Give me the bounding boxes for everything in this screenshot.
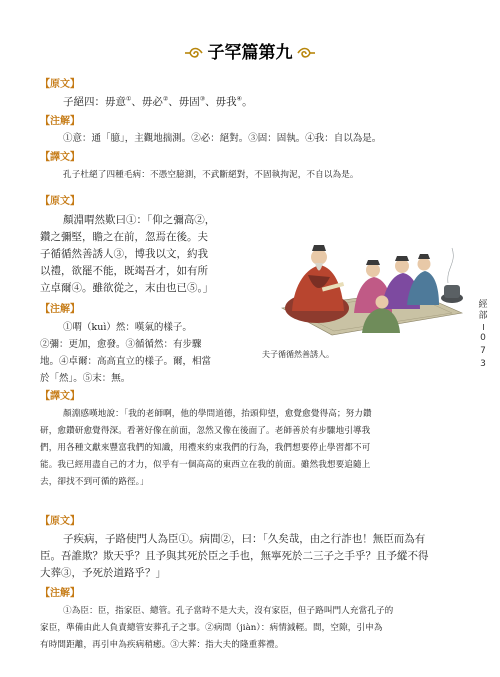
- original-line-3-1: 子疾病，子路使門人為臣①。病間②，曰：「久矣哉，由之行詐也！無臣而為有: [63, 533, 426, 545]
- translation-line-2-2: 研，愈鑽研愈覺得深。看著好像在前面，忽然又像在後面了。老師善於有步驟地引導我: [40, 426, 371, 436]
- notes-line-3-2: 家臣，準備由此人負責總管安葬孔子之事。②病間（jiàn）：病情減輕。間，空隙，引申為: [40, 623, 383, 633]
- page-digit-2: 7: [480, 346, 486, 356]
- original-line-2-1: 顏淵喟然歎曰①：「仰之彌高②，: [63, 214, 216, 226]
- original-line-3-2: 臣。吾誰欺？欺天乎？且予與其死於臣之手也，無寧死於二三子之手乎？且予縱不得: [40, 550, 429, 562]
- chapter-header: [0, 42, 500, 64]
- translation-text-1: 孔子杜絕了四種毛病：不憑空臆測，不武斷絕對，不固執拘泥，不自以為是。: [63, 170, 359, 180]
- label-notes-2: 【注解】: [40, 304, 80, 315]
- original-text-1: 子絕四：毋意①、毋必②、毋固③、毋我④。: [63, 95, 253, 108]
- notes-line-2-1: ①喟（kuì）然：嘆氣的樣子。: [63, 322, 192, 333]
- notes-line-3-1: ①為臣：臣，指家臣、總管。孔子當時不是大夫，沒有家臣，但子路叫門人充當孔子的: [63, 606, 394, 616]
- label-original-1: 【原文】: [40, 79, 80, 90]
- notes-line-2-3: 地。④卓爾：高高直立的樣子。爾，相當: [40, 356, 212, 367]
- notes-line-2-4: 於「然」。⑤末：無。: [40, 373, 131, 384]
- notes-line-3-3: 有時間距離，再引申為疾病稍癒。③大葬：指大夫的隆重葬禮。: [40, 640, 284, 650]
- notes-text-1: ①意：通「臆」，主觀地揣測。②必：絕對。③固：固執。④我：自以為是。: [63, 133, 382, 144]
- illustration-caption: 夫子循循然善誘人。: [262, 350, 334, 359]
- translation-line-2-5: 去，卻找不到可循的路徑。」: [40, 477, 149, 487]
- page-digit-1: 0: [480, 333, 486, 343]
- illustration-confucius-teaching: [262, 213, 468, 346]
- label-notes-1: 【注解】: [40, 116, 80, 127]
- original-line-2-3: 子循循然善誘人③，博我以文，約我: [40, 248, 208, 260]
- translation-line-2-3: 們，用各種文獻來豐富我們的知識，用禮來約束我們的行為，我們想要停止學習都不可: [40, 443, 371, 453]
- translation-line-2-1: 顏淵感嘆地說：「我的老師啊，他的學問道德，抬頭仰望，愈覺愈覺得高；努力鑽: [63, 409, 372, 419]
- page-digit-3: 3: [480, 359, 486, 369]
- original-line-3-3: 大葬③，予死於道路乎？」: [40, 567, 166, 579]
- label-translation-2: 【譯文】: [40, 391, 80, 402]
- notes-line-2-2: ②彌：更加，愈發。③循循然：有步驟: [40, 339, 202, 350]
- label-original-3: 【原文】: [40, 516, 80, 527]
- original-line-2-2: 鑽之彌堅，瞻之在前，忽焉在後。夫: [40, 231, 208, 243]
- label-notes-3: 【注解】: [40, 588, 80, 599]
- section-name-vertical: 經部: [478, 300, 488, 321]
- right-ornament-icon: [296, 45, 316, 61]
- chapter-title: 子罕篇第九: [207, 43, 293, 63]
- original-line-2-4: 以禮，欲罷不能，既竭吾才，如有所: [40, 265, 208, 277]
- original-line-2-5: 立卓爾④。雖欲從之，末由也已⑤。」: [40, 282, 214, 294]
- label-original-2: 【原文】: [40, 196, 80, 207]
- translation-line-2-4: 能。我已經用盡自己的才力，似乎有一個高高的東西立在我的前面。雖然我想要追隨上: [40, 460, 371, 470]
- page-number: [476, 332, 490, 371]
- sidebar-divider: [483, 324, 484, 330]
- label-translation-1: 【譯文】: [40, 152, 80, 163]
